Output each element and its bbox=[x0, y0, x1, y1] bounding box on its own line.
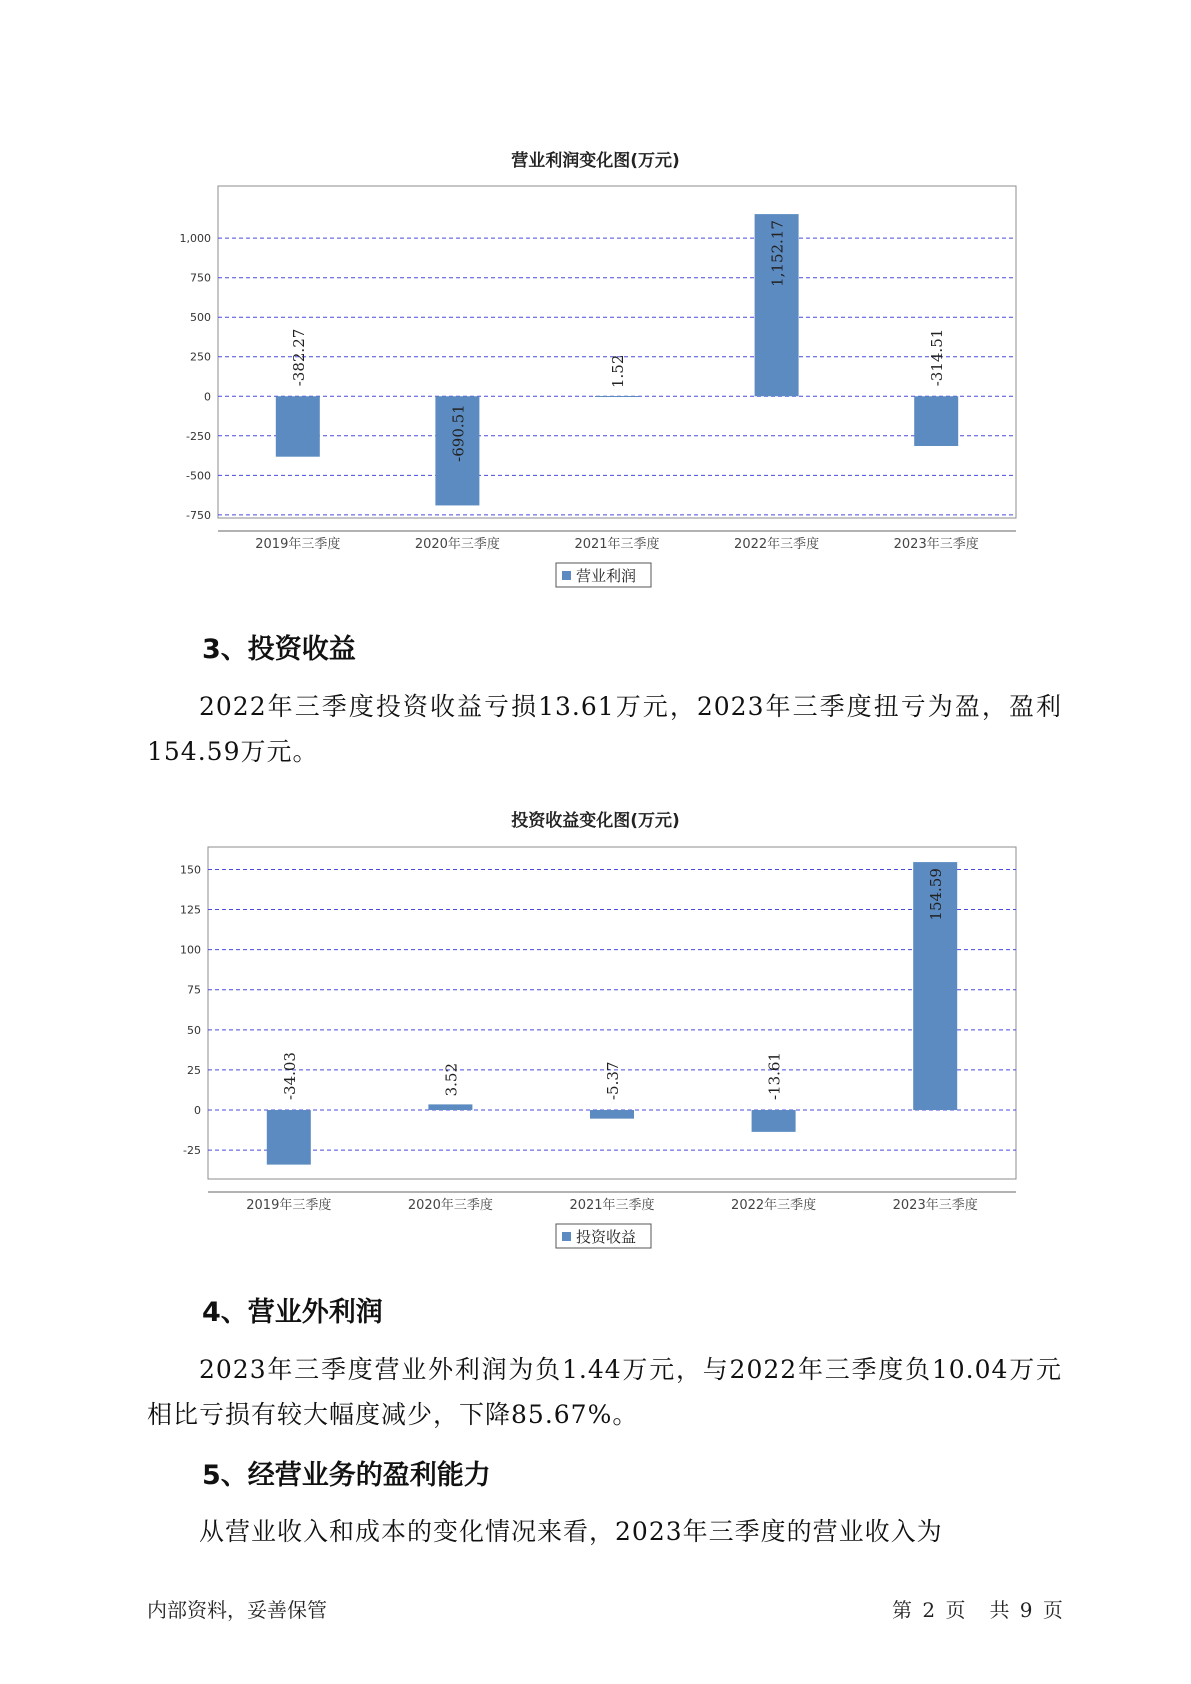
y-tick-label: 75 bbox=[187, 983, 201, 997]
legend-swatch bbox=[562, 571, 571, 580]
x-tick-label: 2023年三季度 bbox=[893, 537, 979, 552]
bar bbox=[914, 396, 958, 446]
bar-value-label: -5.37 bbox=[604, 1061, 622, 1101]
y-tick-label: 100 bbox=[180, 943, 201, 957]
x-tick-label: 2021年三季度 bbox=[574, 537, 660, 552]
y-tick-label: 500 bbox=[190, 311, 211, 325]
y-tick-label: 25 bbox=[187, 1063, 201, 1077]
x-tick-label: 2019年三季度 bbox=[246, 1198, 332, 1213]
y-tick-label: 0 bbox=[194, 1104, 201, 1118]
y-tick-label: -750 bbox=[186, 508, 211, 522]
y-tick-label: -500 bbox=[186, 469, 211, 483]
bar-value-label: -690.51 bbox=[449, 404, 468, 462]
x-tick-label: 2021年三季度 bbox=[569, 1198, 655, 1213]
bar-value-label: 154.59 bbox=[927, 868, 946, 921]
section-paragraph: 2023年三季度营业外利润为负1.44万元，与2022年三季度负10.04万元相比亏损有较大幅度减少，下降85.67%。 bbox=[147, 1355, 1062, 1429]
plot-area bbox=[218, 186, 1016, 518]
bar-value-label: 3.52 bbox=[442, 1062, 461, 1097]
y-tick-label: 0 bbox=[204, 390, 211, 404]
x-tick-label: 2020年三季度 bbox=[407, 1198, 493, 1213]
section-paragraph: 从营业收入和成本的变化情况来看，2023年三季度的营业收入为 bbox=[199, 1517, 943, 1546]
y-tick-label: 1,000 bbox=[179, 232, 211, 246]
y-tick-label: 50 bbox=[187, 1023, 201, 1037]
bar-value-label: -314.51 bbox=[928, 328, 947, 387]
chart-title: 营业利润变化图(万元) bbox=[511, 151, 680, 171]
bar-value-label: -13.61 bbox=[765, 1052, 784, 1101]
y-tick-label: 125 bbox=[180, 903, 201, 917]
x-tick-label: 2020年三季度 bbox=[414, 537, 500, 552]
section-heading: 5、经营业务的盈利能力 bbox=[202, 1460, 491, 1491]
x-tick-label: 2023年三季度 bbox=[892, 1198, 978, 1213]
legend-swatch bbox=[562, 1232, 571, 1241]
y-tick-label: -250 bbox=[186, 429, 211, 443]
legend-label: 投资收益 bbox=[576, 1228, 637, 1246]
y-tick-label: 250 bbox=[190, 350, 211, 364]
bar-value-label: -382.27 bbox=[289, 328, 308, 387]
section-paragraph: 2022年三季度投资收益亏损13.61万元，2023年三季度扭亏为盈，盈利154.59万元。 bbox=[147, 692, 1062, 766]
legend-label: 营业利润 bbox=[576, 567, 637, 585]
bar-value-label: 1.52 bbox=[609, 354, 627, 389]
plot-area bbox=[208, 847, 1016, 1179]
bar bbox=[267, 1110, 311, 1165]
section-heading: 3、投资收益 bbox=[202, 634, 356, 665]
y-tick-label: 150 bbox=[180, 863, 201, 877]
bar-value-label: 1,152.17 bbox=[768, 220, 787, 287]
bar bbox=[428, 1104, 472, 1110]
section-heading: 4、营业外利润 bbox=[202, 1297, 383, 1328]
footer-confidential-note: 内部资料，妥善保管 bbox=[147, 1598, 327, 1622]
bar bbox=[595, 396, 639, 397]
operating-profit-chart bbox=[0, 180, 1191, 590]
bar bbox=[752, 1110, 796, 1132]
bar-value-label: -34.03 bbox=[280, 1052, 299, 1101]
bar bbox=[276, 396, 320, 456]
bar bbox=[590, 1110, 634, 1119]
x-tick-label: 2022年三季度 bbox=[731, 1198, 817, 1213]
x-tick-label: 2019年三季度 bbox=[255, 537, 341, 552]
y-tick-label: -25 bbox=[183, 1144, 201, 1158]
investment-income-chart bbox=[0, 840, 1191, 1250]
x-tick-label: 2022年三季度 bbox=[734, 537, 820, 552]
y-tick-label: 750 bbox=[190, 271, 211, 285]
chart-title: 投资收益变化图(万元) bbox=[511, 811, 680, 831]
footer-page-number: 第 2 页 共 9 页 bbox=[892, 1598, 1065, 1622]
